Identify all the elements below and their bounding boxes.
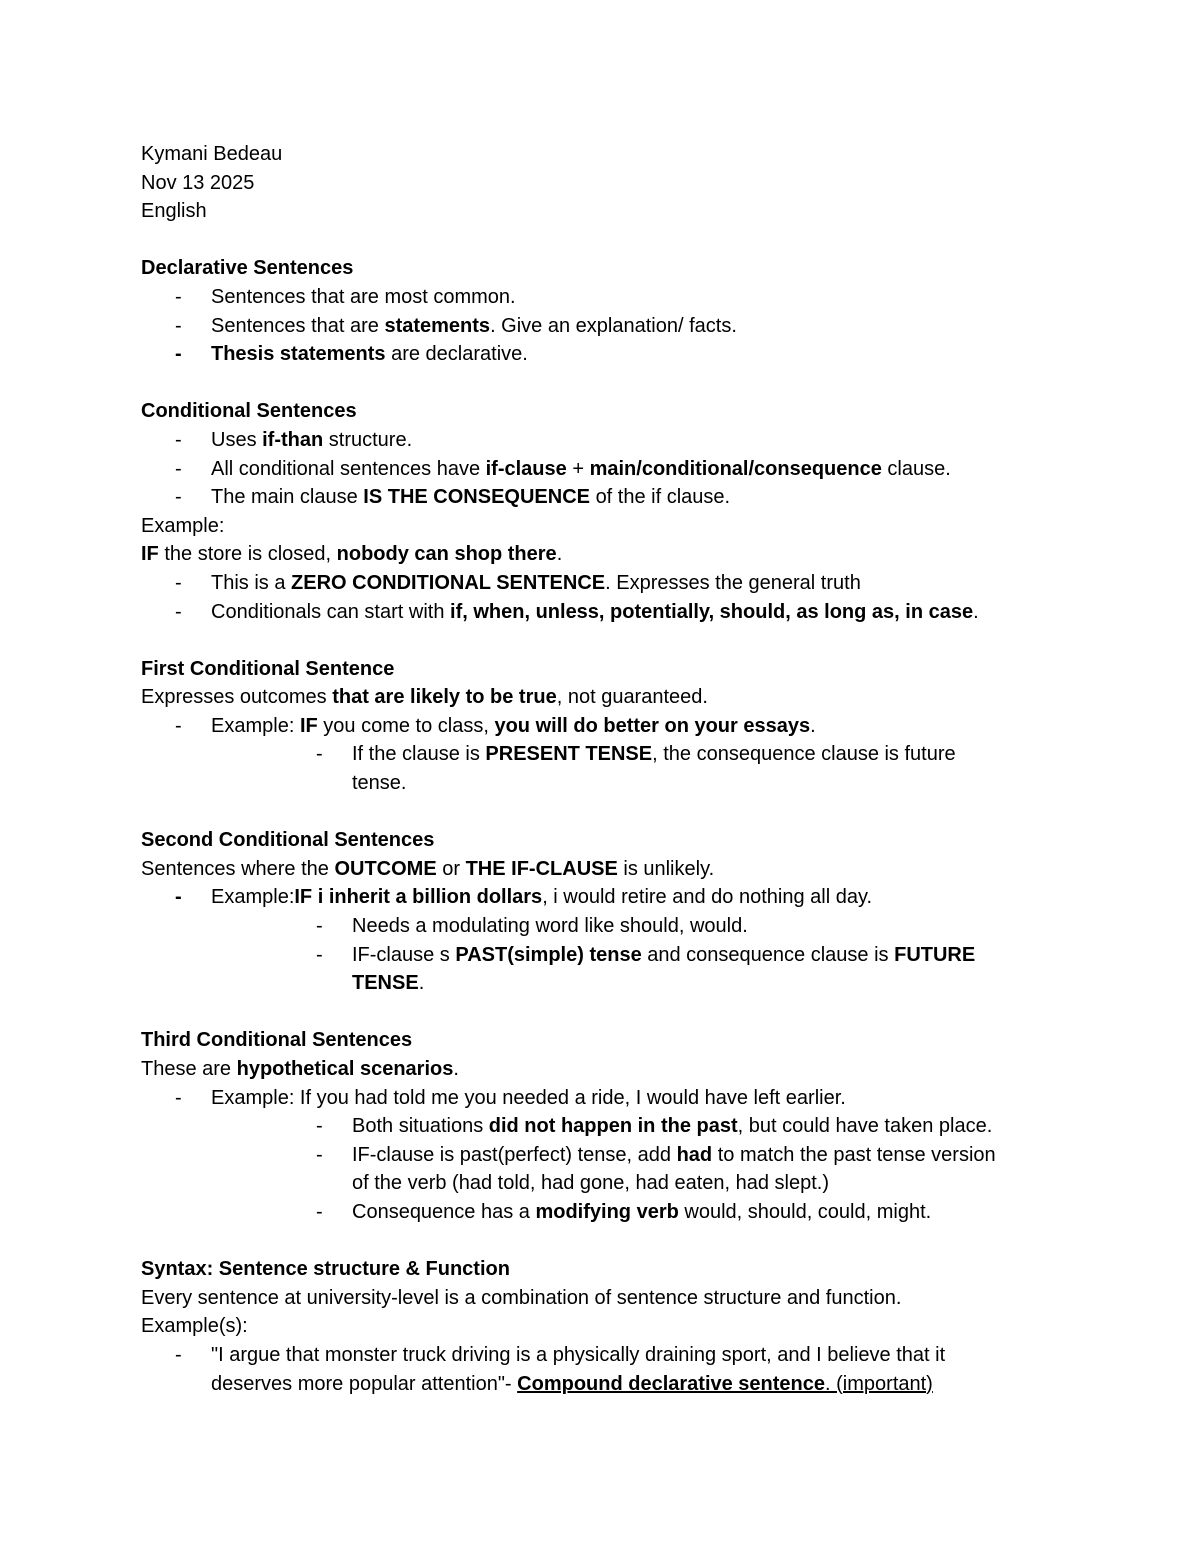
list-item — [141, 712, 1061, 741]
spacer — [141, 626, 1061, 655]
bullet-dash: - — [175, 1343, 182, 1366]
bullet-text: Needs a modulating word like should, would. — [352, 915, 748, 938]
bullet-dash: - — [316, 1143, 323, 1166]
bold-term: nobody can shop there — [336, 543, 557, 566]
bullet-text: , i would retire and do nothing all day. — [542, 886, 873, 909]
section-intro — [141, 683, 1061, 712]
bullet-text: , the consequence clause is future — [652, 743, 956, 766]
bullet-dash: - — [175, 457, 182, 480]
document-body — [141, 140, 1061, 1398]
bullet-dash: - — [316, 943, 323, 966]
bullet-text: . Expresses the general truth — [605, 571, 861, 594]
bold-term: that are likely to be true — [332, 686, 557, 709]
list-item — [141, 483, 1061, 512]
intro-text: . — [453, 1058, 459, 1080]
section-heading-second-conditional: Second Conditional Sentences — [141, 829, 435, 852]
bold-term: IF i inherit a billion dollars — [294, 886, 543, 909]
list-item — [141, 455, 1061, 484]
bullet-text: . — [810, 714, 816, 737]
bullet-text: Example: — [211, 886, 295, 909]
bullet-dash: - — [175, 428, 182, 451]
section-heading-syntax: Syntax: Sentence structure & Function — [141, 1258, 510, 1281]
bold-term: IS THE CONSEQUENCE — [363, 486, 596, 509]
bold-term: main/conditional/consequence — [589, 457, 882, 480]
bullet-dash: - — [175, 343, 182, 366]
bold-term: statements — [384, 314, 491, 337]
section-intro — [141, 855, 1061, 884]
bold-term: modifying verb — [535, 1200, 679, 1223]
section-heading-conditional: Conditional Sentences — [141, 400, 357, 423]
sub-list-item — [141, 1141, 1061, 1198]
bullet-text: clause. — [881, 457, 951, 480]
bold-term: IF — [299, 714, 318, 737]
bullet-text: Sentences that are most common. — [211, 285, 516, 308]
intro-text: These are — [141, 1058, 237, 1080]
bullet-text: to match the past tense version — [712, 1143, 996, 1166]
list-item — [141, 598, 1061, 627]
intro-text: Expresses outcomes — [141, 686, 333, 709]
bullet-dash: - — [316, 915, 323, 938]
sub-list-item — [141, 912, 1061, 941]
bullet-text: would, should, could, might. — [678, 1200, 932, 1223]
bullet-text: . — [973, 600, 979, 623]
bullet-text: IF-clause s — [352, 943, 456, 966]
bullet-text: are declarative. — [385, 343, 528, 366]
section-heading-third-conditional: Third Conditional Sentences — [141, 1029, 413, 1052]
list-item — [141, 1341, 1061, 1398]
quote-text: deserves more popular attention"- — [211, 1372, 518, 1395]
sub-list-item — [141, 740, 1061, 797]
list-item — [141, 569, 1061, 598]
bullet-dash: - — [175, 486, 182, 509]
examples-label: Example(s): — [141, 1315, 248, 1338]
bullet-text: . — [418, 972, 425, 995]
bullet-text: + — [566, 457, 590, 480]
bullet-text: Conditionals can start with — [211, 600, 451, 623]
bold-term: Thesis statements — [211, 343, 386, 366]
bold-term: IF — [141, 543, 159, 566]
author-name: Kymani Bedeau — [141, 143, 283, 165]
bold-term: Compound declarative sentence — [517, 1372, 826, 1395]
bullet-text: tense. — [352, 772, 407, 795]
bold-term: FUTURE — [894, 943, 976, 966]
quote-text: "I argue that monster truck driving is a physically draining sport, and I believe that it — [211, 1343, 946, 1366]
bold-term: PAST(simple) tense — [455, 943, 642, 966]
example-text: the store is closed, — [158, 543, 337, 566]
bullet-text: of the if clause. — [595, 486, 731, 509]
bold-term: if-than — [262, 428, 324, 451]
spacer — [141, 369, 1061, 398]
section-heading-first-conditional: First Conditional Sentence — [141, 657, 395, 680]
bullet-text: structure. — [323, 428, 413, 451]
bullet-text: Example: If you had told me you needed a ride, I would have left earlier. — [211, 1086, 846, 1109]
bullet-text: Consequence has a — [352, 1200, 536, 1223]
bullet-text: The main clause — [211, 486, 364, 509]
bullet-dash: - — [316, 1115, 323, 1138]
bullet-dash: - — [175, 600, 182, 623]
bullet-dash: - — [175, 1086, 182, 1109]
section-intro: Every sentence at university-level is a combination of sentence structure and function. — [141, 1286, 902, 1309]
bold-term: ZERO CONDITIONAL SENTENCE — [291, 571, 606, 594]
intro-text: or — [436, 857, 466, 880]
course-subject: English — [141, 200, 207, 223]
bold-term: had — [676, 1143, 713, 1166]
list-item — [141, 340, 1061, 369]
bullet-dash: - — [175, 886, 182, 909]
example-text: . — [556, 543, 563, 566]
bold-term: did not happen in the past — [488, 1115, 738, 1138]
spacer — [141, 226, 1061, 255]
bullet-text: This is a — [211, 571, 292, 594]
list-item — [141, 883, 1061, 912]
bullet-text: and consequence clause is — [641, 943, 895, 966]
bold-term: PRESENT TENSE — [485, 743, 653, 766]
bold-term: if-clause — [485, 457, 567, 480]
example-label: Example: — [141, 514, 225, 537]
list-item — [141, 426, 1061, 455]
bullet-text: , but could have taken place. — [737, 1115, 993, 1138]
bullet-text: Both situations — [352, 1115, 489, 1138]
bullet-text: you come to class, — [317, 714, 495, 737]
bold-term: if, when, unless, potentially, should, as long as, in case — [450, 600, 974, 623]
bullet-text: Sentences that are — [211, 314, 385, 337]
bullet-dash: - — [175, 571, 182, 594]
bullet-dash: - — [316, 743, 323, 766]
list-item — [141, 283, 1061, 312]
bullet-dash: - — [175, 714, 182, 737]
bullet-dash: - — [316, 1200, 323, 1223]
spacer — [141, 1227, 1061, 1256]
sub-list-item — [141, 1198, 1061, 1227]
sub-list-item — [141, 1112, 1061, 1141]
bullet-text: Uses — [211, 428, 263, 451]
bullet-text: All conditional sentences have — [211, 457, 486, 480]
intro-text: Sentences where the — [141, 857, 335, 880]
bullet-text: If the clause is — [352, 743, 486, 766]
bullet-text: . Give an explanation/ facts. — [490, 314, 737, 337]
sub-list-item — [141, 941, 1061, 998]
bullet-dash: - — [175, 314, 182, 337]
list-item — [141, 312, 1061, 341]
bold-term: OUTCOME — [334, 857, 437, 880]
section-heading-declarative: Declarative Sentences — [141, 257, 354, 280]
bold-term: THE IF-CLAUSE — [465, 857, 618, 880]
bullet-text: of the verb (had told, had gone, had eaten, had slept.) — [352, 1172, 830, 1195]
spacer — [141, 798, 1061, 827]
bullet-text: IF-clause is past(perfect) tense, add — [352, 1143, 677, 1166]
bold-term: you will do better on your essays — [494, 714, 811, 737]
bold-term: TENSE — [352, 972, 419, 995]
intro-text: , not guaranteed. — [556, 686, 708, 709]
bold-term: hypothetical scenarios — [236, 1058, 454, 1080]
section-intro — [141, 1055, 1061, 1084]
spacer — [141, 998, 1061, 1027]
document-date: Nov 13 2025 — [141, 171, 255, 194]
bullet-dash: - — [175, 285, 182, 308]
bullet-text: Example: — [211, 714, 300, 737]
example-sentence — [141, 540, 1061, 569]
list-item — [141, 1084, 1061, 1113]
quote-note: . (important) — [825, 1372, 933, 1395]
intro-text: is unlikely. — [617, 857, 715, 880]
